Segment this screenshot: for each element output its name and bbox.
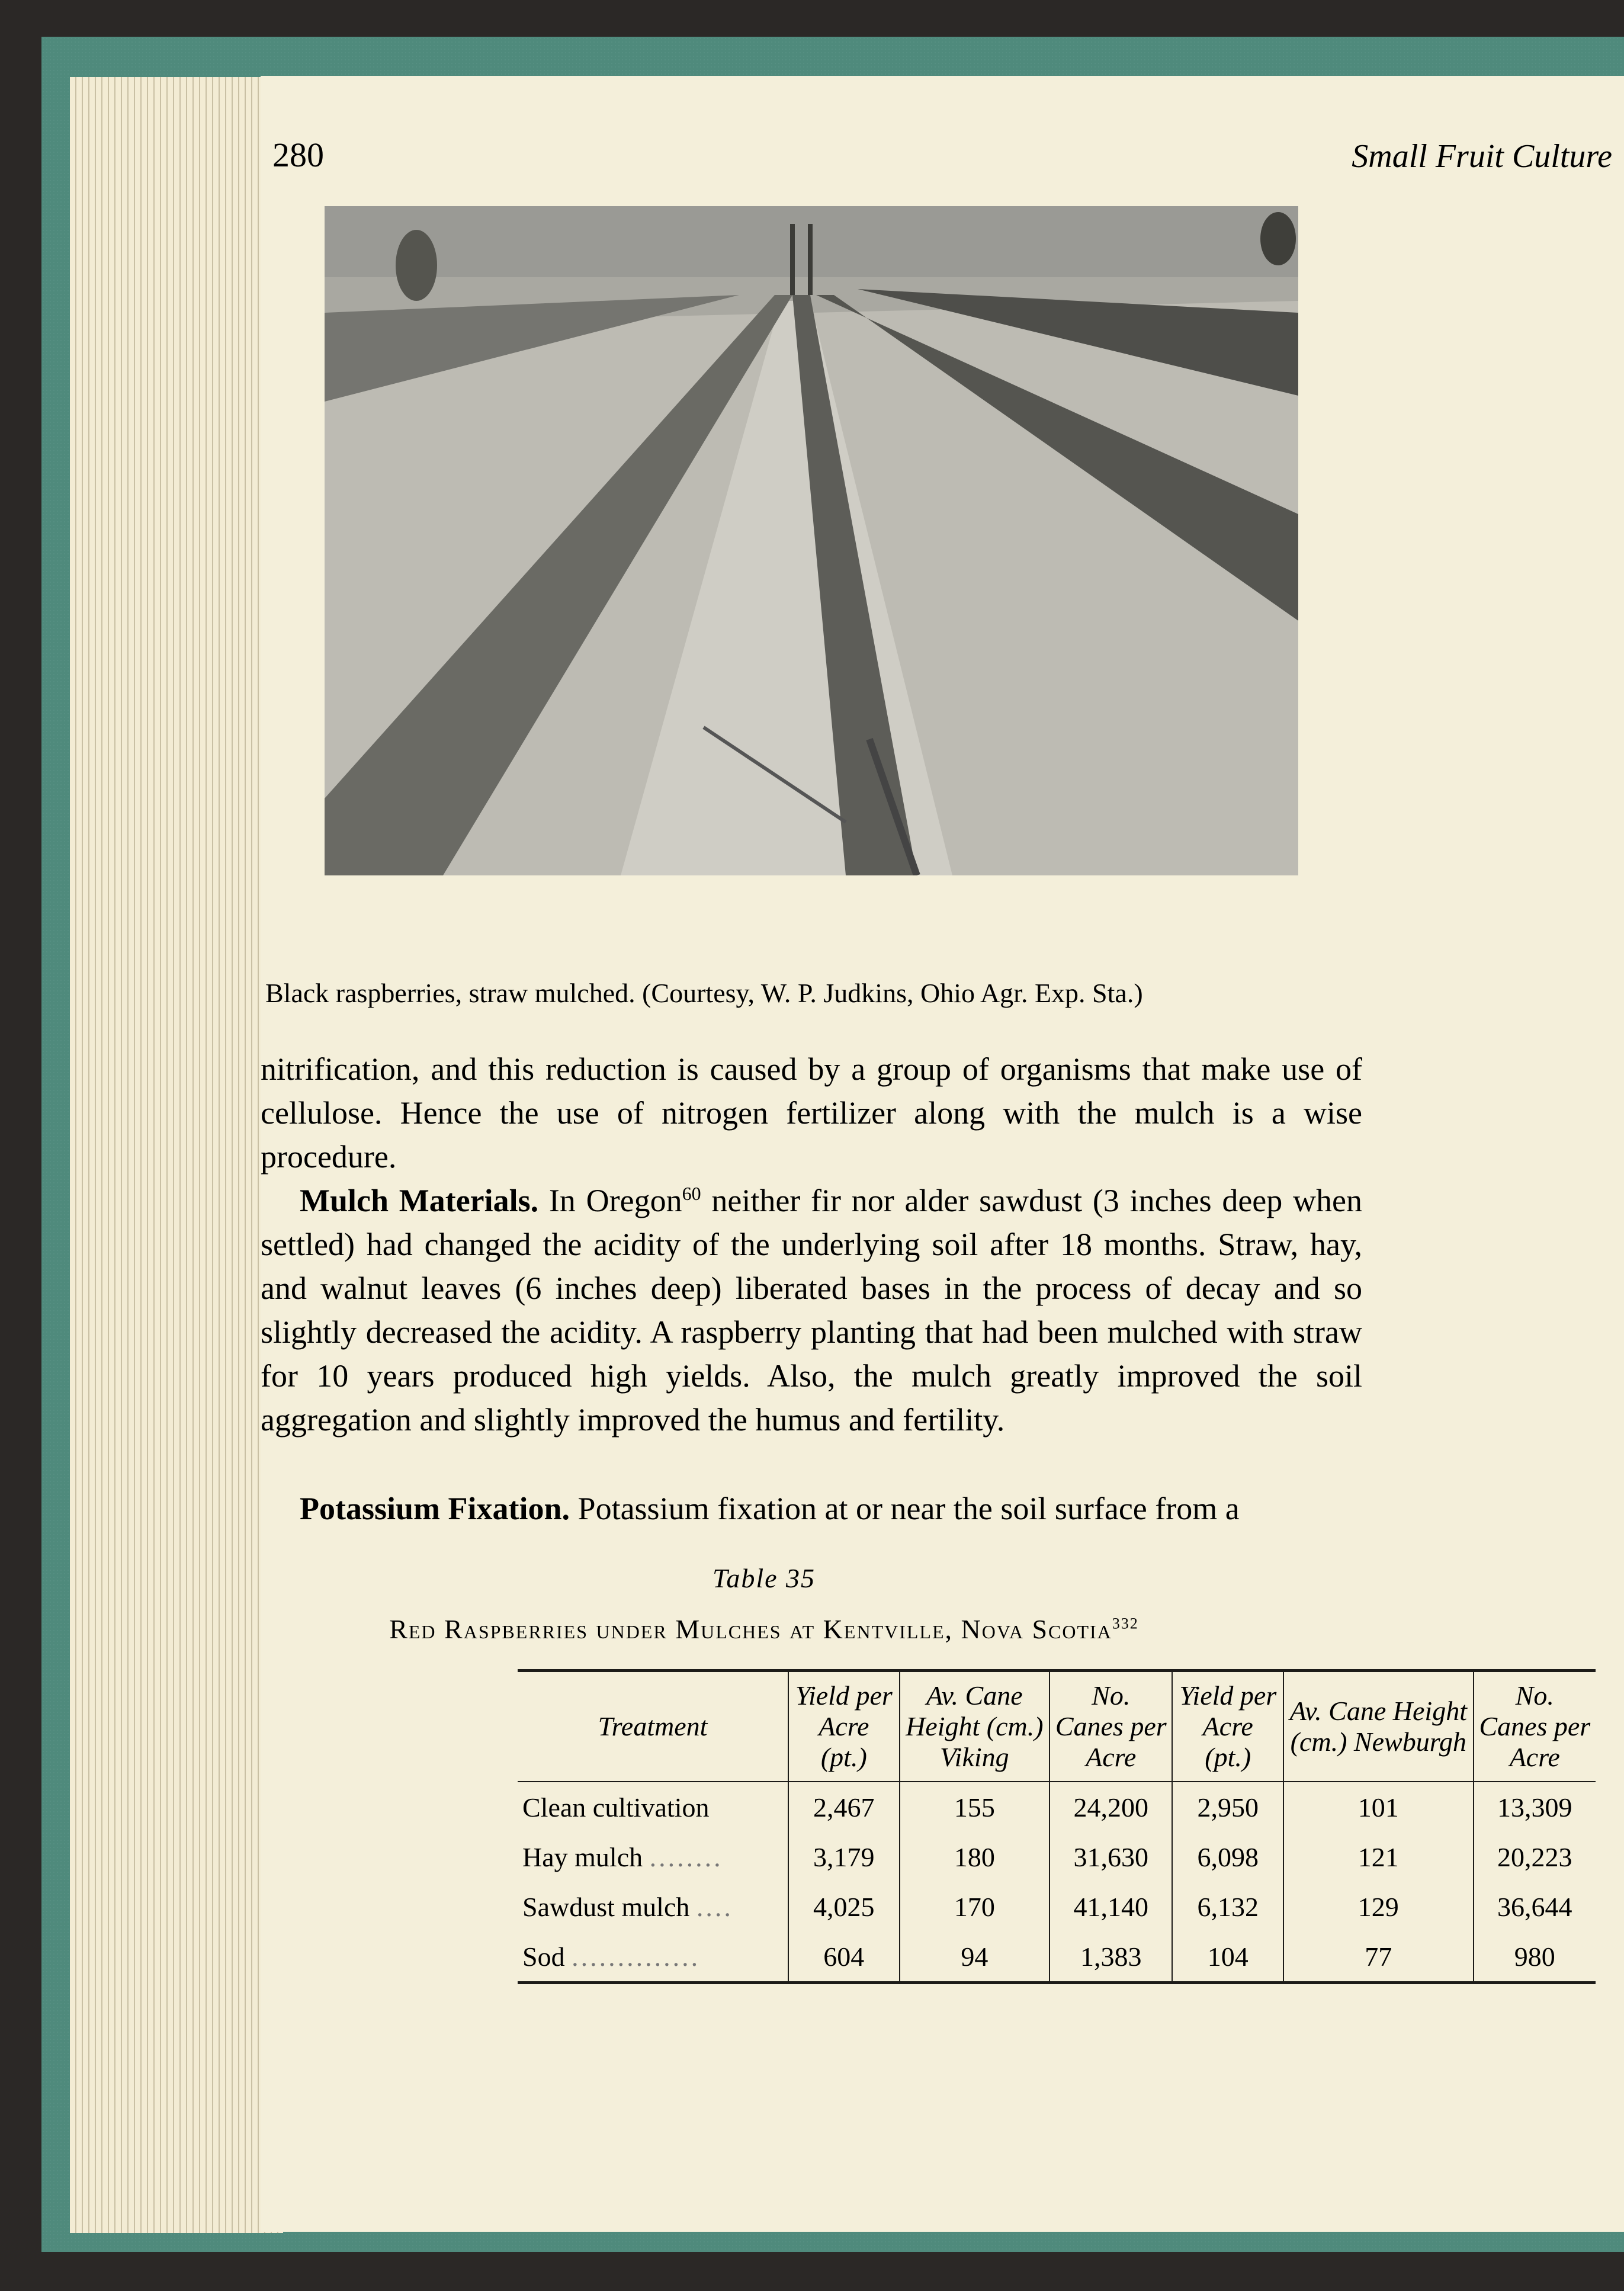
table-cell: 2,467 <box>788 1782 900 1832</box>
dot-leader: ........ <box>649 1841 723 1872</box>
table-cell: 36,644 <box>1474 1882 1596 1931</box>
column-header: Yield per Acre (pt.) <box>1172 1671 1283 1782</box>
table-cell: 1,383 <box>1049 1931 1172 1983</box>
table-cell <box>518 1782 788 1832</box>
column-header: Av. Cane Height (cm.) Viking <box>900 1671 1049 1782</box>
paragraph-mulch-materials <box>261 1179 1362 1442</box>
paragraph-text: In Oregon <box>538 1183 682 1218</box>
paragraph-text: nitrification, and this reduction is caused by a group of organisms that make use of cellulose. Hence the use of nitrogen fertilizer along with the mulch is a wise procedure. <box>261 1051 1362 1175</box>
column-header: No. Canes per Acre <box>1049 1671 1172 1782</box>
table-cell: 2,950 <box>1172 1782 1283 1832</box>
column-header: Av. Cane Height (cm.) Newburgh <box>1283 1671 1473 1782</box>
table-cell: 24,200 <box>1049 1782 1172 1832</box>
running-head: Small Fruit Culture <box>1352 138 1612 175</box>
page-number: 280 <box>272 136 324 174</box>
table-cell <box>518 1882 788 1931</box>
table-cell: 94 <box>900 1931 1049 1983</box>
reference-superscript: 60 <box>682 1183 701 1204</box>
table-cell: 77 <box>1283 1931 1473 1983</box>
table-cell: 13,309 <box>1474 1782 1596 1832</box>
runin-heading-mulch-materials: Mulch Materials. <box>300 1183 539 1218</box>
paragraph-nitrification <box>261 1047 1362 1179</box>
figure-caption: Black raspberries, straw mulched. (Courtesy, W. P. Judkins, Ohio Agr. Exp. Sta.) <box>265 978 1143 1008</box>
table-cell: 155 <box>900 1782 1049 1832</box>
table-header-row <box>518 1671 1596 1782</box>
reference-superscript: 332 <box>1112 1615 1139 1632</box>
table-row <box>518 1782 1596 1832</box>
column-header: No. Canes per Acre <box>1474 1671 1596 1782</box>
table-title: Table 35 <box>712 1563 816 1593</box>
table-row <box>518 1882 1596 1931</box>
runin-heading-potassium-fixation: Potassium Fixation. <box>300 1491 570 1526</box>
dot-leader: .............. <box>572 1941 701 1972</box>
column-header: Yield per Acre (pt.) <box>788 1671 900 1782</box>
table-cell: 180 <box>900 1832 1049 1882</box>
paragraph-text: neither fir nor alder sawdust (3 inches deep when settled) had changed the acidity of the underlying soil after 18 months. Straw, hay, and walnut leaves (6 inches deep) liberated bases in the process of decay and so slightly decreased the acidity. A raspberry planting that had been mulched with straw for 10 years produced high yields. Also, the mulch greatly improved the soil aggregation and slightly improved the humus and fertility. <box>261 1183 1362 1438</box>
paragraph-text: Potassium fixation at or near the soil surface from a <box>570 1491 1240 1526</box>
table-row <box>518 1832 1596 1882</box>
treatment-label: Sod <box>522 1941 565 1972</box>
table-heading-text: Red Raspberries under Mulches at Kentville, Nova Scotia <box>389 1614 1112 1644</box>
photo-illustration <box>325 206 1298 875</box>
table-cell <box>518 1931 788 1983</box>
table-cell: 104 <box>1172 1931 1283 1983</box>
treatment-label: Clean cultivation <box>522 1792 710 1822</box>
table-cell: 3,179 <box>788 1832 900 1882</box>
table-cell: 4,025 <box>788 1882 900 1931</box>
table-cell: 980 <box>1474 1931 1596 1983</box>
page-edges <box>70 77 283 2233</box>
table-cell: 121 <box>1283 1832 1473 1882</box>
table-cell: 20,223 <box>1474 1832 1596 1882</box>
raspberry-mulch-table <box>518 1669 1596 1984</box>
treatment-label: Hay mulch <box>522 1841 643 1872</box>
table-cell: 31,630 <box>1049 1832 1172 1882</box>
dot-leader: .... <box>696 1891 733 1922</box>
table-cell: 101 <box>1283 1782 1473 1832</box>
table-cell: 604 <box>788 1931 900 1983</box>
table-cell: 6,132 <box>1172 1882 1283 1931</box>
treatment-label: Sawdust mulch <box>522 1891 690 1922</box>
paragraph-potassium-fixation <box>261 1487 1362 1530</box>
table-cell <box>518 1832 788 1882</box>
table-cell: 170 <box>900 1882 1049 1931</box>
table-cell: 6,098 <box>1172 1832 1283 1882</box>
table-cell: 129 <box>1283 1882 1473 1931</box>
table-heading <box>261 1613 1267 1645</box>
raspberry-field-photo <box>325 206 1298 875</box>
table-row <box>518 1931 1596 1983</box>
table-cell: 41,140 <box>1049 1882 1172 1931</box>
column-header: Treatment <box>518 1671 788 1782</box>
